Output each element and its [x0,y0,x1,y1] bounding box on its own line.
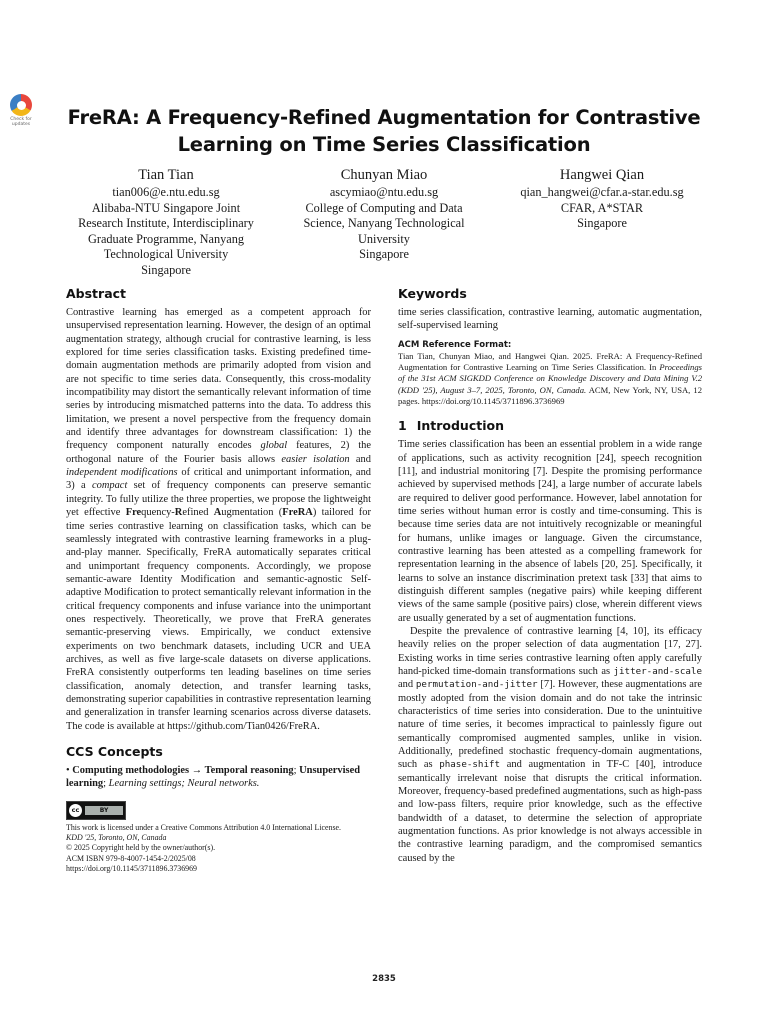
author-email: ascymiao@ntu.edu.sg [329,185,439,199]
author-affiliation-line: University [358,231,410,246]
author-affiliation-line: Research Institute, Interdisciplinary [78,216,254,231]
ccs-concepts-text: • Computing methodologies → Temporal reasoning; Unsupervised learning; Learning settings; Neural networks. [66,765,361,790]
license-block [66,801,371,874]
introduction-paragraph-1: Time series classification has been an essential problem in a wide range of applications, such as activity recognition [24], speech recognition [11], and industrial monitoring [7]. Despite the promising performance achieved by supervised methods [24], a large number of accurate labels are required to deliver good performance. However, label annotation for time series without human error is costly and time-consuming. This is because time series data are not intuitively recognizable or meaningful for humans, unlike images or language. Given the circumstance, contrastive learning has been attested as a compelling framework for representation learning in the absence of labels [20, 25]. Specifically, it learns to solve an instance discrimination pretext task [33] that aims to distinguish different samples (negative pairs) while keeping different views of the same sample (positive pairs) close, wherein different views are usually generated by a set of augmentation functions. [398,439,702,624]
author-affiliation-line: Science, Nanyang Technological [303,216,465,231]
badge-label: Check for updates [10,117,32,127]
section-number: 1 [398,418,407,434]
author-1 [66,166,266,279]
author-affiliation-line: College of Computing and Data [305,200,463,215]
acm-reference-heading: ACM Reference Format: [398,339,512,350]
abstract-heading: Abstract [66,286,127,301]
author-affiliation-line: Graduate Programme, Nanyang [87,231,245,246]
author-3 [502,166,702,279]
introduction-heading: 1 Introduction [398,418,504,434]
author-affiliation-line: CFAR, A*STAR [560,200,644,215]
author-2 [284,166,484,279]
left-column [66,285,371,874]
ccs-heading: CCS Concepts [66,744,163,759]
paper-title [60,104,708,158]
license-copyright: © 2025 Copyright held by the owner/author(s). [66,843,216,853]
license-doi-link[interactable]: https://doi.org/10.1145/3711896.3736969 [66,863,198,873]
author-affiliation-line: Technological University [103,247,229,262]
check-for-updates-badge[interactable] [7,94,35,128]
license-venue: KDD '25, Toronto, ON, Canada [66,832,167,842]
page-number: 2835 [372,974,396,984]
introduction-paragraph-2: Despite the prevalence of contrastive learning [4, 10], its efficacy heavily relies on the proper selection of data augmentation [17, 27]. Existing works in time series contrastive learning often apply carefully hand-picked time-domain transformations such as jitter-and-scale and permutation-and-jitter [7]. However, these augmentations are mostly adopted from the vision domain and do not take the intrinsic characteristics of time series into consideration. Due to the unintuitive nature of time series, it becomes impractical to painlessly figure out semantically compromised augmented samples, unlike in vision. Additionally, predefined stochastic frequency-domain augmentations, such as phase-shift and augmentation in TF-C [40], introduce semantically irrelevant noise that disrupts the critical information. Moreover, frequency-based predefined augmentations, such as high-pass and low-pass filters, require prior knowledge, such as the effective bandwidth of a dataset, to determine the selection of appropriate augmentation functions. As prior knowledge is not always accessible in the contrastive learning paradigm, and the compromised semantics caused by the [398,625,703,864]
author-name: Hangwei Qian [559,167,645,183]
keywords-text: time series classification, contrastive learning, automatic augmentation, self-supervised learning [398,307,702,332]
author-block [66,166,702,279]
right-column [398,285,702,865]
author-affiliation-line: Singapore [577,216,627,231]
crossmark-icon [10,94,32,116]
author-email: tian006@e.ntu.edu.sg [112,185,220,199]
license-isbn: ACM ISBN 979-8-4007-1454-2/2025/08 [66,853,196,863]
cc-circle-icon: cc [69,804,82,817]
author-affiliation-line: Singapore [359,247,409,262]
cc-by-label: BY [85,806,123,815]
author-name: Tian Tian [138,167,194,183]
keywords-heading: Keywords [398,286,467,301]
license-line: This work is licensed under a Creative Commons Attribution 4.0 International License. [66,822,342,832]
author-email: qian_hangwei@cfar.a-star.edu.sg [520,185,684,199]
abstract-text: Contrastive learning has emerged as a competent approach for unsupervised representation learning. However, the design of an optimal augmentation strategy, although crucial for contrastive learning, is less explored for time series classification tasks. Existing predefined time-domain augmentation methods are primarily adopted from vision and are not specific to time series data. Consequently, this cross-modality incompatibility may distort the semantically relevant information of time series by introducing mismatched patterns into the data. To address this limitation, we present a novel perspective from the frequency domain and identify three advantages for downstream classification: 1) the frequency component naturally encodes global features, 2) the orthogonal nature of the Fourier basis allows easier isolation and independent modifications of critical and unimportant information, and 3) a compact set of frequency components can preserve semantic integrity. To fully utilize the three properties, we propose the lightweight yet effective Frequency-Refined Augmentation (FreRA) tailored for time series contrastive learning on classification tasks, which can be seamlessly integrated with contrastive learning frameworks in a plug-and-play manner. Specifically, FreRA automatically separates critical and unimportant frequency components. Accordingly, we propose semantic-aware Identity Modification and semantic-agnostic Self-adaptive Modification to protect semantically relevant information in the critical frequency components and infuse variance into the unimportant ones respectively. Theoretically, we prove that FreRA generates semantic-preserving views. Empirically, we conduct extensive experiments on two benchmark datasets, including UCR and UEA archives, as well as five large-scale datasets on diverse applications. FreRA consistently outperforms ten leading baselines on time series classification, anomaly detection, and transfer learning tasks, demonstrating superior capabilities in contrastive representation learning and generalization in transfer learning scenarios across diverse datasets. The code is available at https://github.com/Tian0426/FreRA. [66,307,372,732]
creative-commons-icon[interactable] [66,801,126,820]
title-line-2: Learning on Time Series Classification [177,133,591,156]
acm-reference-text: Tian Tian, Chunyan Miao, and Hangwei Qian. 2025. FreRA: A Frequency-Refined Augmentation for Contrastive Learning on Time Series Classification. In Proceedings of the 31st ACM SIGKDD Conference on Knowledge Discovery and Data Mining V.2 (KDD '25), August 3–7, 2025, Toronto, ON, Canada. ACM, New York, NY, USA, 12 pages. https://doi.org/10.1145/3711896.3736969 [398,350,702,406]
author-affiliation-line: Singapore [141,262,191,277]
author-affiliation-line: Alibaba-NTU Singapore Joint [91,200,241,215]
author-name: Chunyan Miao [340,167,428,183]
title-line-1: FreRA: A Frequency-Refined Augmentation for Contrastive [67,106,701,129]
